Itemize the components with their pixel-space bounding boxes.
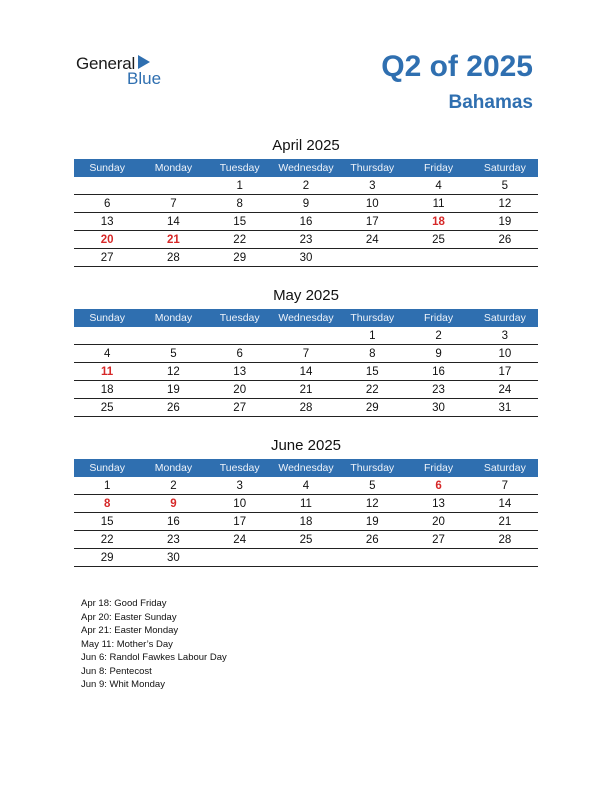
week-row xyxy=(74,477,538,495)
day-cell: 26 xyxy=(498,234,512,246)
day-cell: 25 xyxy=(299,534,313,546)
day-cell: 18 xyxy=(299,516,313,528)
day-cell: 1 xyxy=(369,330,376,342)
weekday-header xyxy=(74,309,538,327)
day-cell: 22 xyxy=(100,534,114,546)
day-cell: 15 xyxy=(365,366,379,378)
day-cell: 24 xyxy=(365,234,379,246)
week-row xyxy=(74,177,538,195)
month-title: April 2025 xyxy=(272,137,340,154)
day-cell xyxy=(273,549,339,567)
week-row xyxy=(74,195,538,213)
day-cell: 13 xyxy=(432,498,445,510)
day-cell: 14 xyxy=(167,216,180,228)
day-cell: 19 xyxy=(498,216,512,228)
day-cell: 30 xyxy=(432,402,445,414)
week-row xyxy=(74,231,538,249)
day-cell: 3 xyxy=(501,330,509,342)
day-cell: 14 xyxy=(498,498,512,510)
day-cell: 3 xyxy=(369,180,376,192)
weekday-label: Friday xyxy=(423,162,454,174)
day-cell: 26 xyxy=(167,402,180,414)
week-row xyxy=(74,381,538,399)
month-title: May 2025 xyxy=(273,287,339,304)
week-row xyxy=(74,345,538,363)
weekday-label: Monday xyxy=(154,462,193,474)
day-cell: 15 xyxy=(100,516,114,528)
day-cell-holiday: 9 xyxy=(170,498,177,510)
day-cell: 12 xyxy=(365,498,379,510)
brand-name-general: General xyxy=(76,54,136,73)
day-cell: 18 xyxy=(100,384,114,396)
month-title: June 2025 xyxy=(270,437,342,454)
day-cell: 8 xyxy=(236,198,243,210)
day-cell xyxy=(405,549,471,567)
day-cell: 9 xyxy=(302,198,310,210)
day-cell: 2 xyxy=(170,480,177,492)
weekday-label: Wednesday xyxy=(278,312,334,324)
weekday-label: Thursday xyxy=(350,162,395,174)
weekday-label: Sunday xyxy=(89,462,125,474)
week-row xyxy=(74,249,538,267)
day-cell: 1 xyxy=(103,480,111,492)
day-cell: 6 xyxy=(236,348,243,360)
holiday-item: Jun 9: Whit Monday xyxy=(81,679,165,690)
weekday-label: Sunday xyxy=(89,312,125,324)
day-cell: 28 xyxy=(167,252,180,264)
day-cell: 12 xyxy=(167,366,180,378)
day-cell xyxy=(74,177,140,195)
day-cell-holiday: 20 xyxy=(100,234,114,246)
day-cell: 7 xyxy=(170,198,177,210)
weekday-label: Wednesday xyxy=(278,462,334,474)
day-cell: 10 xyxy=(365,198,379,210)
week-row xyxy=(74,399,538,417)
month-calendar-april xyxy=(74,135,538,267)
day-cell xyxy=(472,249,538,267)
brand-logo xyxy=(76,52,176,92)
day-cell: 5 xyxy=(170,348,177,360)
day-cell: 10 xyxy=(233,498,247,510)
day-cell: 4 xyxy=(103,348,111,360)
day-cell xyxy=(273,327,339,345)
country-subtitle: Bahamas xyxy=(448,92,533,113)
day-cell: 25 xyxy=(432,234,445,246)
holiday-list xyxy=(81,597,227,692)
weekday-label: Saturday xyxy=(483,162,526,174)
day-cell: 16 xyxy=(299,216,313,228)
weekday-label: Friday xyxy=(423,312,454,324)
weekday-label: Sunday xyxy=(89,162,125,174)
weekday-header xyxy=(74,459,538,477)
day-cell: 17 xyxy=(365,216,379,228)
page-title: Q2 of 2025 xyxy=(381,50,533,83)
day-cell: 11 xyxy=(300,498,312,510)
brand-name-blue: Blue xyxy=(127,69,162,88)
day-cell: 13 xyxy=(100,216,114,228)
weekday-header xyxy=(74,159,538,177)
day-cell: 21 xyxy=(498,516,512,528)
day-cell: 26 xyxy=(365,534,379,546)
holiday-item: Apr 20: Easter Sunday xyxy=(81,611,177,623)
day-cell: 9 xyxy=(435,348,442,360)
day-cell-holiday: 21 xyxy=(167,234,180,246)
day-cell: 21 xyxy=(299,384,313,396)
day-cell xyxy=(339,549,405,567)
day-cell: 5 xyxy=(369,480,376,492)
day-cell: 7 xyxy=(302,348,310,360)
week-row xyxy=(74,213,538,231)
day-cell: 20 xyxy=(233,384,247,396)
day-cell: 7 xyxy=(501,480,509,492)
day-cell: 20 xyxy=(432,516,445,528)
week-row xyxy=(74,363,538,381)
day-cell: 14 xyxy=(299,366,313,378)
day-cell: 6 xyxy=(103,198,111,210)
day-cell xyxy=(74,327,140,345)
day-cell: 1 xyxy=(236,180,243,192)
day-cell: 10 xyxy=(498,348,512,360)
day-cell-holiday: 18 xyxy=(432,216,445,228)
day-cell: 25 xyxy=(100,402,114,414)
day-cell xyxy=(140,177,206,195)
week-row xyxy=(74,549,538,567)
weekday-label: Thursday xyxy=(350,312,395,324)
day-cell: 4 xyxy=(435,180,442,192)
holiday-item: May 11: Mother’s Day xyxy=(81,638,173,650)
day-cell: 22 xyxy=(233,234,247,246)
day-cell xyxy=(339,249,405,267)
day-cell: 27 xyxy=(100,252,114,264)
day-cell: 28 xyxy=(299,402,313,414)
day-cell: 5 xyxy=(501,180,509,192)
day-cell: 31 xyxy=(498,402,512,414)
day-cell: 23 xyxy=(167,534,180,546)
brand-triangle-icon xyxy=(138,55,150,69)
day-cell xyxy=(405,249,471,267)
day-cell-holiday: 6 xyxy=(435,480,442,492)
day-cell: 30 xyxy=(299,252,313,264)
day-cell: 23 xyxy=(432,384,445,396)
day-cell: 28 xyxy=(498,534,512,546)
weekday-label: Saturday xyxy=(483,462,526,474)
holiday-item: Jun 6: Randol Fawkes Labour Day xyxy=(81,652,227,663)
day-cell xyxy=(207,549,273,567)
week-row xyxy=(74,531,538,549)
holiday-item: Apr 18: Good Friday xyxy=(81,598,167,609)
day-cell-holiday: 11 xyxy=(101,366,114,378)
holiday-item: Jun 8: Pentecost xyxy=(81,665,152,677)
day-cell: 16 xyxy=(167,516,180,528)
day-cell: 29 xyxy=(100,552,114,564)
day-cell: 27 xyxy=(432,534,445,546)
day-cell: 19 xyxy=(167,384,180,396)
week-row xyxy=(74,495,538,513)
day-cell: 2 xyxy=(302,180,310,192)
day-cell: 13 xyxy=(233,366,247,378)
day-cell-holiday: 8 xyxy=(103,498,111,510)
day-cell xyxy=(140,327,206,345)
day-cell: 2 xyxy=(435,330,442,342)
day-cell: 16 xyxy=(432,366,445,378)
month-calendar-may xyxy=(74,285,538,417)
week-row xyxy=(74,513,538,531)
day-cell: 3 xyxy=(236,480,243,492)
weekday-label: Monday xyxy=(154,162,193,174)
day-cell: 29 xyxy=(233,252,247,264)
weekday-label: Saturday xyxy=(483,312,526,324)
weekday-label: Friday xyxy=(423,462,454,474)
day-cell: 19 xyxy=(365,516,379,528)
day-cell xyxy=(472,549,538,567)
day-cell: 11 xyxy=(432,198,445,210)
month-calendar-june xyxy=(74,435,538,567)
weekday-label: Thursday xyxy=(350,462,395,474)
day-cell: 22 xyxy=(365,384,379,396)
day-cell: 17 xyxy=(498,366,512,378)
weekday-label: Tuesday xyxy=(219,312,260,324)
day-cell: 24 xyxy=(498,384,512,396)
day-cell: 23 xyxy=(299,234,313,246)
day-cell: 12 xyxy=(498,198,512,210)
weekday-label: Tuesday xyxy=(219,462,260,474)
day-cell: 29 xyxy=(365,402,379,414)
day-cell: 8 xyxy=(369,348,376,360)
weekday-label: Monday xyxy=(154,312,193,324)
weekday-label: Wednesday xyxy=(278,162,334,174)
day-cell: 24 xyxy=(233,534,247,546)
day-cell: 27 xyxy=(233,402,247,414)
holiday-item: Apr 21: Easter Monday xyxy=(81,625,179,636)
day-cell: 17 xyxy=(233,516,247,528)
weekday-label: Tuesday xyxy=(219,162,260,174)
day-cell: 4 xyxy=(302,480,310,492)
day-cell: 15 xyxy=(233,216,247,228)
day-cell xyxy=(207,327,273,345)
week-row xyxy=(74,327,538,345)
day-cell: 30 xyxy=(167,552,180,564)
